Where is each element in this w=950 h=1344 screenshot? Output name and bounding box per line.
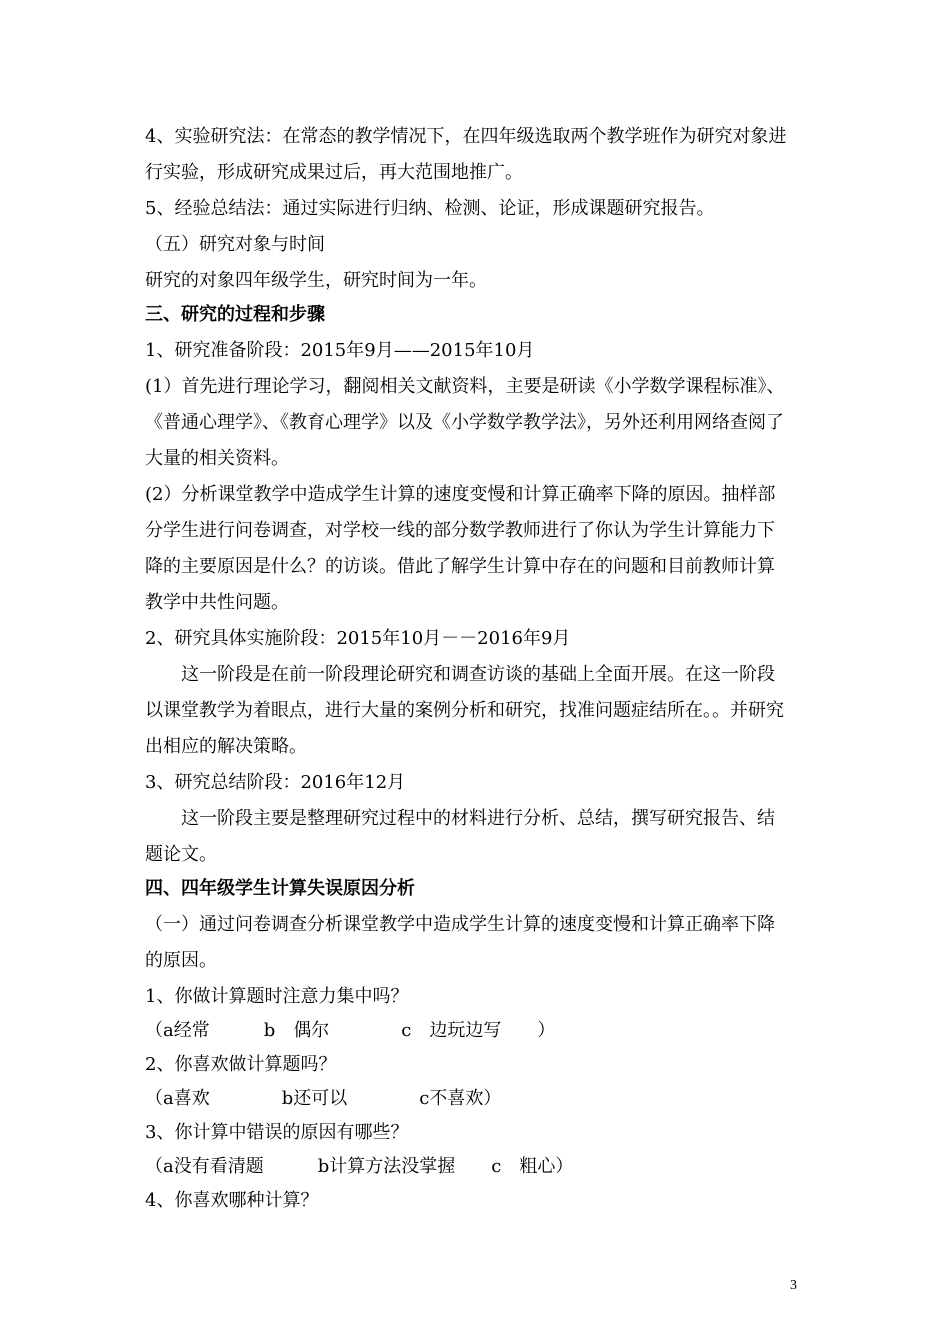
implementation-text-line1: 这一阶段是在前一阶段理论研究和调查访谈的基础上全面开展。在这一阶段	[181, 664, 775, 685]
method-experiment-line1: 4、实验研究法：在常态的教学情况下，在四年级选取两个教学班作为研究对象进	[145, 126, 787, 147]
implementation-text-line2: 以课堂教学为着眼点，进行大量的案例分析和研究，找准问题症结所在。。并研究	[145, 700, 784, 721]
prep-item2-line3: 降的主要原因是什么？的访谈。借此了解学生计算中存在的问题和目前教师计算	[145, 556, 775, 577]
implementation-text-line3: 出相应的解决策略。	[145, 736, 307, 757]
prep-item2-line2: 分学生进行问卷调查，对学校一线的部分数学教师进行了你认为学生计算能力下	[145, 520, 775, 541]
prep-item2-line4: 教学中共性问题。	[145, 592, 289, 613]
question-3-options: （a没有看清题 b计算方法没掌握 c 粗心）	[145, 1156, 574, 1177]
subheading-subjects-time: （五）研究对象与时间	[145, 234, 325, 255]
method-summary: 5、经验总结法：通过实际进行归纳、检测、论证，形成课题研究报告。	[145, 198, 715, 219]
subjects-time-text: 研究的对象四年级学生，研究时间为一年。	[145, 270, 487, 291]
section-heading-analysis: 四、四年级学生计算失误原因分析	[145, 878, 415, 899]
analysis-intro-line2: 的原因。	[145, 950, 217, 971]
prep-item1-line1: (1）首先进行理论学习，翻阅相关文献资料，主要是研读《小学数学课程标准》、	[145, 376, 785, 397]
page-number: 3	[790, 1278, 797, 1293]
prep-item1-line2: 《普通心理学》、《教育心理学》以及《小学数学教学法》，另外还利用网络查阅了	[145, 412, 784, 433]
question-2: 2、你喜欢做计算题吗？	[145, 1054, 337, 1075]
stage-implementation: 2、研究具体实施阶段：2015年10月－－2016年9月	[145, 628, 571, 649]
question-3: 3、你计算中错误的原因有哪些？	[145, 1122, 409, 1143]
stage-preparation: 1、研究准备阶段：2015年9月——2015年10月	[145, 340, 535, 361]
prep-item1-line3: 大量的相关资料。	[145, 448, 289, 469]
question-2-options: （a喜欢 b还可以 c不喜欢）	[145, 1088, 502, 1109]
section-heading-process: 三、研究的过程和步骤	[145, 304, 325, 325]
question-4: 4、你喜欢哪种计算？	[145, 1190, 319, 1211]
stage-conclusion: 3、研究总结阶段：2016年12月	[145, 772, 406, 793]
analysis-intro-line1: （一）通过问卷调查分析课堂教学中造成学生计算的速度变慢和计算正确率下降	[145, 914, 775, 935]
conclusion-text-line2: 题论文。	[145, 844, 217, 865]
prep-item2-line1: (2）分析课堂教学中造成学生计算的速度变慢和计算正确率下降的原因。抽样部	[145, 484, 776, 505]
question-1: 1、你做计算题时注意力集中吗？	[145, 986, 409, 1007]
method-experiment-line2: 行实验，形成研究成果过后，再大范围地推广。	[145, 162, 523, 183]
question-1-options: （a经常 b 偶尔 c 边玩边写 ）	[145, 1020, 556, 1041]
conclusion-text-line1: 这一阶段主要是整理研究过程中的材料进行分析、总结，撰写研究报告、结	[181, 808, 775, 829]
